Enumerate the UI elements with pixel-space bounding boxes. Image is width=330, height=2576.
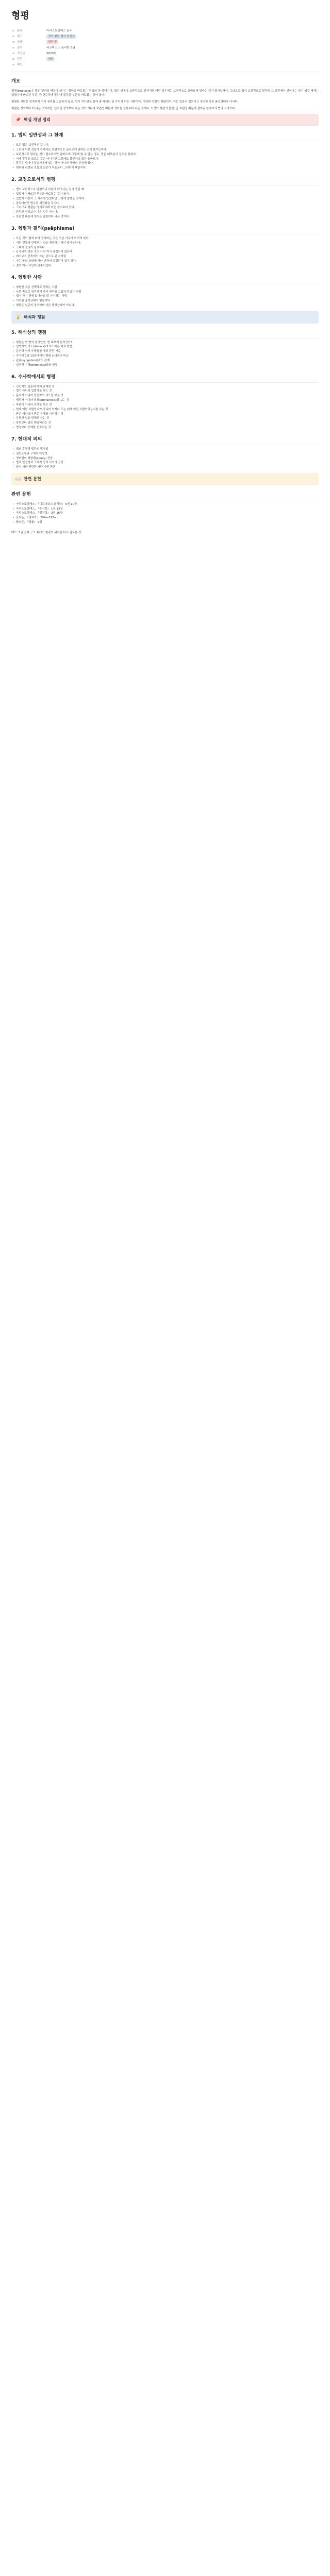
list-item: • 모든 법은 보편적인 것이다. bbox=[11, 144, 319, 148]
section-list bbox=[11, 385, 319, 430]
list-item: • 잘못은 법이나 입법자에게 있는 것이 아니라 사안의 본성에 있다. bbox=[11, 162, 319, 166]
property-row[interactable] bbox=[11, 62, 319, 67]
list-item: • 부당한 일을 당해도 참는 것 bbox=[11, 417, 319, 421]
related-list bbox=[11, 503, 319, 525]
property-value-text: 정리 중 bbox=[46, 40, 58, 44]
property-icon: ≡ bbox=[12, 40, 15, 44]
list-item: • 입법자 자신이 그 자리에 있었다면 그렇게 말했을 것이다. bbox=[11, 197, 319, 201]
list-item: • 레스보스 건축에서 쓰는 납으로 된 자처럼 bbox=[11, 255, 319, 259]
list-item: • 보편적으로 말하는 것이 필요하지만 올바르게 그렇게 할 수 없는 경우, 법은 대부분의 경우를 취한다. bbox=[11, 153, 319, 157]
list-item: • 폭력보다 말로 해결하려는 것 bbox=[11, 421, 319, 426]
list-item: • 인간적인 일들에 대해 관대한 것 bbox=[11, 385, 319, 389]
section-list bbox=[11, 144, 319, 171]
callout-issues bbox=[11, 311, 319, 324]
related-heading: 관련 문헌 bbox=[11, 492, 319, 500]
list-item: • 행위가 아니라 의도(prohairesis)를 보는 것 bbox=[11, 399, 319, 403]
property-key-label: 메모 bbox=[17, 63, 23, 66]
list-item: • 문언과 취지가 충돌할 때의 판단 기준 bbox=[11, 350, 319, 354]
section-heading: 7. 현대적 의의 bbox=[11, 436, 319, 445]
intro-heading: 개요 bbox=[11, 78, 319, 87]
list-item: • 결의 역시 사안에 맞추어진다. bbox=[11, 264, 319, 268]
list-item: • 현재 어떤 사람인지가 아니라 언제나 또는 대개 어떤 사람이었는지를 보는 것 bbox=[11, 408, 319, 412]
section-heading: 4. 형평한 사람 bbox=[11, 275, 319, 283]
pin-icon: 📌 bbox=[15, 117, 21, 123]
property-icon: ≡ bbox=[12, 63, 15, 66]
section-list bbox=[11, 237, 319, 268]
property-value-text: 니코마코스 윤리학 5권 bbox=[46, 46, 75, 49]
list-item: • 규정되지 않은 것의 규칙 역시 규정되지 않는다. bbox=[11, 250, 319, 255]
list-item: • 그러나 어떤 것들에 관해서는 보편적으로 올바르게 말하는 것이 불가능하다. bbox=[11, 148, 319, 152]
intro-paragraph: 형평은 정의보다 더 나은 것이지만, 단적인 정의보다 나은 것이 아니라 보편성 때문에 생기는 잘못보다 나은 것이다. 이것이 형평의 본성, 곧 보편성 때문에 결여된 한에서의 법의 교정이다. bbox=[11, 107, 236, 110]
callout-literature-text: 관련 문헌 bbox=[23, 477, 41, 482]
property-row[interactable] bbox=[11, 56, 319, 62]
list-item: • 받은 해악보다 받은 은혜를 기억하는 것 bbox=[11, 413, 319, 417]
intro-paragraph: 형평(ἐπιείκεια)은 법의 일반성 때문에 생기는 결함을 바로잡는 정의의 한 형태이다. 법은 언제나 보편적으로 말하지만 어떤 경우에는 보편적으로 올바르게 말하는 것이 불가능하다. 그러므로 법이 보편적으로 말하되 그 보편에서 벗어나는 일이 생길 때에는 입법자가 빠뜨린 부분, 즉 단순하게 말하여 잘못한 부분을 바로잡는 것이 옳다. bbox=[11, 90, 319, 97]
list-item: • 법이 보편적으로 말했으나 보편에 어긋나는 일이 생길 때 bbox=[11, 188, 319, 192]
callout-issues-text: 해석과 쟁점 bbox=[23, 314, 45, 319]
list-item: • 형평한 것을 선택하고 행하는 사람 bbox=[11, 286, 319, 290]
property-icon: ≡ bbox=[12, 57, 15, 61]
property-row[interactable] bbox=[11, 50, 319, 56]
section-list bbox=[11, 341, 319, 368]
list-item: • 관용(syngnōmē)과의 관계 bbox=[11, 359, 319, 363]
list-item: • 그래서 결의가 필요하다. bbox=[11, 246, 319, 250]
section-heading: 2. 교정으로서의 형평 bbox=[11, 177, 319, 185]
section-heading: 3. 형평과 결의(psēphisma) bbox=[11, 226, 319, 234]
list-item: • 일반조항과 구체적 타당성 bbox=[11, 452, 319, 456]
list-item: • 실천적 지혜(phronēsis)와의 연결 bbox=[11, 364, 319, 368]
section-list bbox=[11, 188, 319, 219]
list-item: • 자는 돌의 모양에 따라 변하며 고정되어 있지 않다. bbox=[11, 260, 319, 264]
list-item: • 법정보다 중재를 선호하는 것 bbox=[11, 426, 319, 430]
callout-literature bbox=[11, 473, 319, 485]
callout-core bbox=[11, 114, 319, 126]
property-key bbox=[11, 35, 46, 39]
list-item: • 입법자의 의도(dianoia)에 호소하는 해석 방법 bbox=[11, 345, 319, 349]
property-key-label: 관련 bbox=[17, 57, 23, 61]
property-value-text: 정의·형평·법의 일반성 bbox=[46, 35, 76, 39]
document-page bbox=[11, 0, 319, 535]
list-item: • 이러한 품성상태가 형평이다. bbox=[11, 299, 319, 303]
property-value-text: 2023년 bbox=[46, 52, 57, 55]
property-row[interactable] bbox=[11, 45, 319, 50]
property-key-label: 태그 bbox=[17, 35, 23, 38]
property-row[interactable] bbox=[11, 39, 319, 45]
property-key-label: 상태 bbox=[17, 40, 23, 44]
property-value[interactable] bbox=[46, 57, 55, 61]
property-value-text: 아리스토텔레스 윤리 bbox=[46, 29, 73, 32]
list-item: • 보편성 때문에 생기는 잘못보다 나은 것이다. bbox=[11, 215, 319, 219]
intro-paragraph: 형평한 사람은 엄격하게 자기 권리를 고집하지 않고, 법이 자기편을 들어 줄 때에도 덜 가지려 하는 사람이다. 이러한 성향이 형평이며, 이는 일종의 정의이고 정의와 다른 품성상태가 아니다. bbox=[11, 100, 239, 104]
list-item: • 입법자가 빠뜨린 부분을 바로잡는 것이 옳다. bbox=[11, 193, 319, 197]
list-item: • 형평은 일종의 정의이며 다른 품성상태가 아니다. bbox=[11, 304, 319, 308]
property-value[interactable] bbox=[46, 35, 76, 39]
section-heading: 1. 법의 일반성과 그 한계 bbox=[11, 132, 319, 141]
property-icon: ≡ bbox=[12, 35, 15, 38]
property-key bbox=[11, 57, 46, 61]
sections-group-a bbox=[11, 132, 319, 308]
footer-note: 메모: 5권 전체 구조 속에서 형평의 위치를 다시 검토할 것. bbox=[11, 531, 82, 534]
list-item: • 법의 흠결과 법관의 법형성 bbox=[11, 448, 319, 452]
property-icon: ≡ bbox=[12, 29, 15, 32]
sections-group-b bbox=[11, 330, 319, 470]
callout-core-text: 핵심 개념 정리 bbox=[23, 117, 51, 123]
section-heading: 5. 해석상의 쟁점 bbox=[11, 330, 319, 338]
list-item: • 법이 아니라 입법자를 보는 것 bbox=[11, 389, 319, 394]
lightbulb-icon: 💡 bbox=[15, 314, 21, 319]
list-item: • 행위와 관련된 것들의 질료가 처음부터 그러하기 때문이다. bbox=[11, 166, 319, 171]
list-item: • 법적 안정성과 구체적 정의 사이의 긴장 bbox=[11, 461, 319, 465]
property-key-label: 출처 bbox=[17, 46, 23, 49]
property-key-label: 분류 bbox=[17, 29, 23, 32]
property-value[interactable] bbox=[46, 52, 57, 56]
property-value-text: 정의 bbox=[46, 57, 55, 61]
list-item: • 나쁜 쪽으로 엄격하게 자기 권리를 고집하지 않는 사람 bbox=[11, 291, 319, 295]
property-key bbox=[11, 40, 46, 44]
list-item: • 법이 자기 편에 있더라도 덜 가지려는 사람 bbox=[11, 295, 319, 299]
property-row[interactable] bbox=[11, 33, 319, 39]
property-key bbox=[11, 63, 46, 67]
list-item: • 부분이 아니라 전체를 보는 것 bbox=[11, 403, 319, 408]
book-icon: 📖 bbox=[15, 477, 21, 482]
list-item: • 영미법의 형평법(equity) 전통 bbox=[11, 457, 319, 461]
property-value[interactable] bbox=[46, 29, 72, 33]
property-key bbox=[11, 46, 46, 50]
page-title: 형평 bbox=[11, 10, 29, 21]
property-icon: ≡ bbox=[12, 52, 15, 55]
property-key bbox=[11, 29, 46, 33]
list-item: • 어떤 것들에 관해서는 법을 제정하는 것이 불가능하다. bbox=[11, 242, 319, 246]
list-item: • 수사학 1권 13장에서의 형평 논의와의 비교 bbox=[11, 354, 319, 359]
property-value[interactable] bbox=[46, 46, 75, 50]
list-item: • 이때 잘못을 모르는 것은 아니지만 그럼에도 불구하고 법은 올바르다. bbox=[11, 158, 319, 162]
property-key bbox=[11, 52, 46, 56]
list-item: • 모든 것이 법에 따라 정해지는 것은 아닌 이유가 여기에 있다. bbox=[11, 237, 319, 241]
related-item: • 아리스토텔레스, 『수사학』 1권 13장 bbox=[11, 507, 319, 512]
section-list bbox=[11, 448, 319, 470]
property-row[interactable] bbox=[11, 28, 319, 33]
list-item: • 알았더라면 법으로 제정했을 것이다. bbox=[11, 202, 319, 206]
property-key-label: 작성일 bbox=[17, 52, 26, 55]
section-heading: 6. 수사학에서의 형평 bbox=[11, 374, 319, 383]
intro-body bbox=[11, 90, 319, 111]
property-value[interactable] bbox=[46, 40, 58, 44]
section-list bbox=[11, 286, 319, 308]
property-icon: ≡ bbox=[12, 46, 15, 49]
property-list bbox=[11, 28, 319, 67]
related-item: • 플라톤, 『법률』 9권 bbox=[11, 521, 319, 525]
list-item: • 규칙 기반 판단과 재량 기반 판단 bbox=[11, 466, 319, 470]
related-item: • 아리스토텔레스, 『니코마코스 윤리학』 5권 10장 bbox=[11, 503, 319, 507]
list-item: • 단적인 정의보다 나은 것은 아니다. bbox=[11, 211, 319, 215]
related-item: • 아리스토텔레스, 『정치학』 3권 16장 bbox=[11, 512, 319, 516]
list-item: • 그러므로 형평은 정의로우며 어떤 정의보다 낫다. bbox=[11, 206, 319, 210]
related-item: • 플라톤, 『정치가』 294a–295a bbox=[11, 516, 319, 520]
list-item: • 문자가 아니라 입법자의 의도를 보는 것 bbox=[11, 394, 319, 398]
list-item: • 형평은 법 밖의 원리인가, 법 내부의 원리인가? bbox=[11, 341, 319, 345]
